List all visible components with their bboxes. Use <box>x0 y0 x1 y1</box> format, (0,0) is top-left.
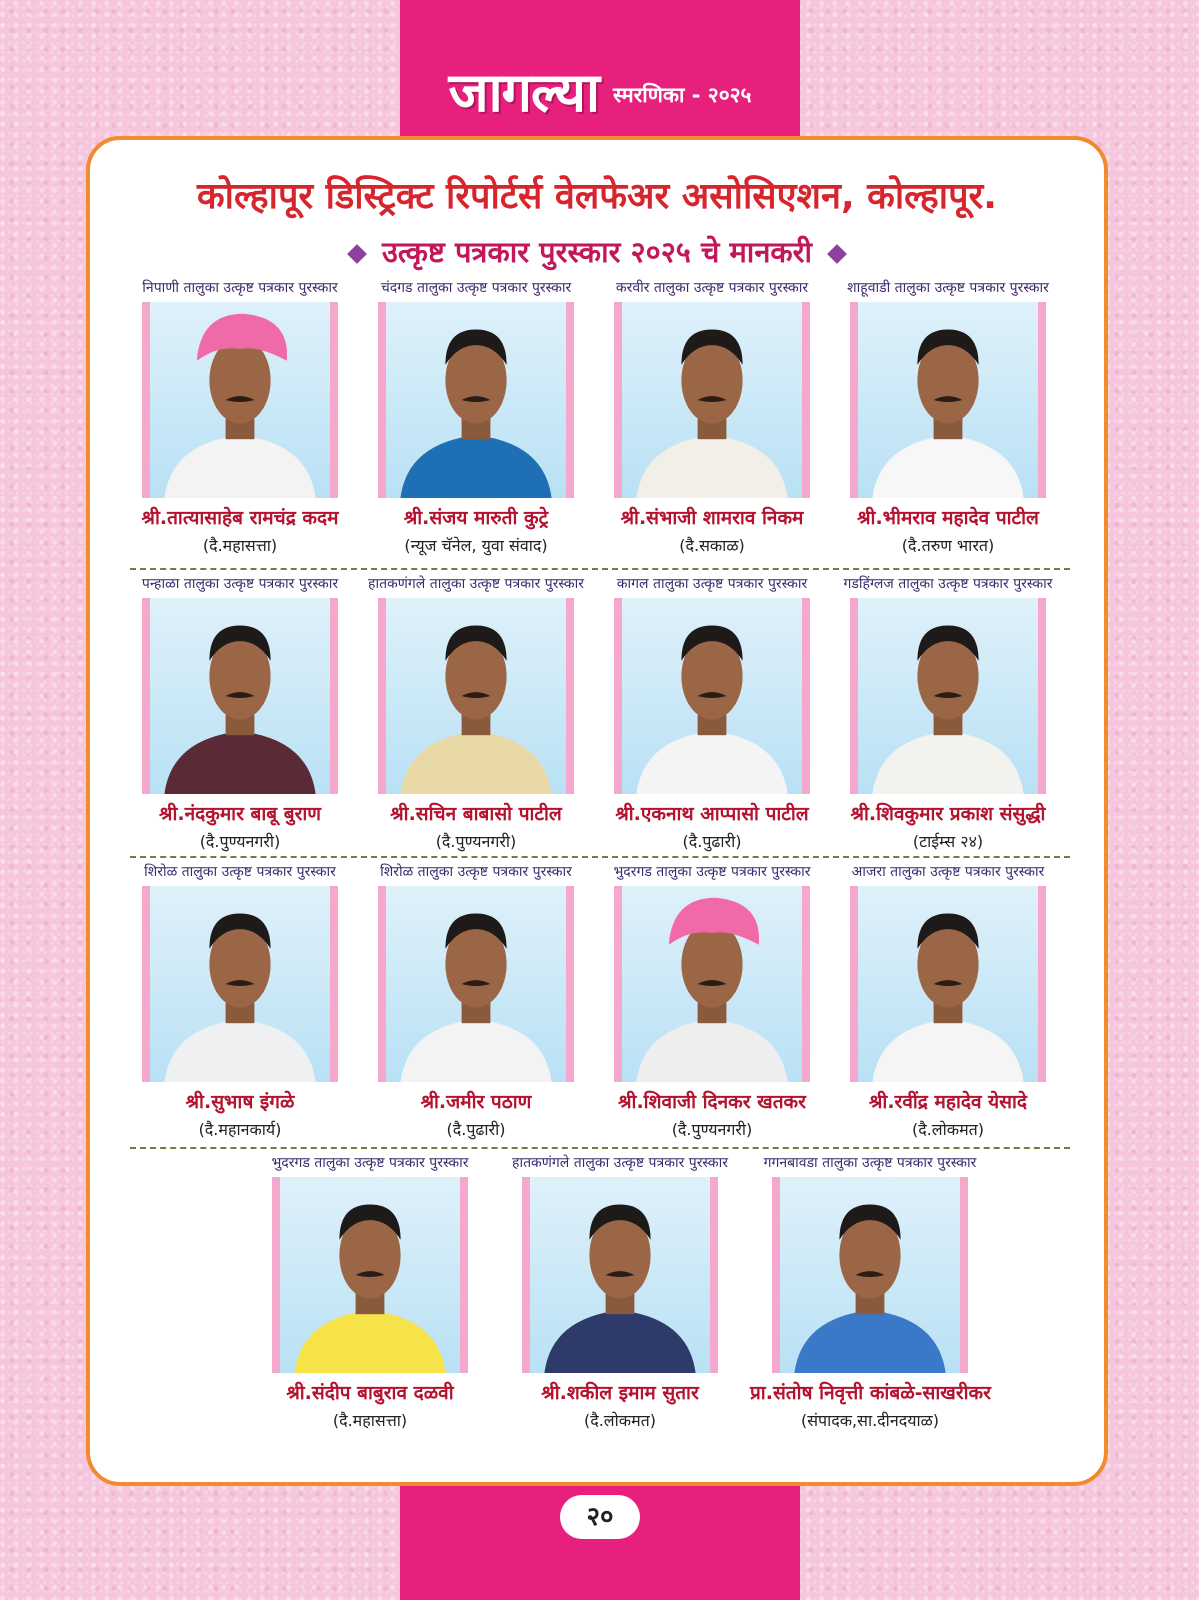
person-silhouette-icon <box>622 886 802 1082</box>
row-divider <box>130 1147 1070 1149</box>
awardee-name: श्री.शिवाजी दिनकर खतकर <box>618 1091 806 1113</box>
portrait-photo <box>614 302 810 498</box>
newspaper-affiliation: (दै.पुढारी) <box>682 832 742 851</box>
shirt-shape <box>794 1310 945 1373</box>
awardee-name: श्री.भीमराव महादेव पाटील <box>857 507 1039 529</box>
person-silhouette-icon <box>780 1177 960 1373</box>
portrait-photo <box>142 598 338 794</box>
awardee-name: श्री.सचिन बाबासो पाटील <box>390 803 562 825</box>
award-category: गडहिंग्लज तालुका उत्कृष्ट पत्रकार पुरस्कार <box>843 576 1053 592</box>
shirt-shape <box>400 1019 551 1082</box>
award-category: शिरोळ तालुका उत्कृष्ट पत्रकार पुरस्कार <box>144 864 336 880</box>
awardee-name: श्री.संदीप बाबुराव दळवी <box>286 1382 454 1404</box>
portrait-photo <box>850 598 1046 794</box>
logo: जागल्या <box>448 60 599 124</box>
newspaper-affiliation: (दै.सकाळ) <box>679 536 745 555</box>
souvenir-subtitle: स्मरणिका - २०२५ <box>612 83 752 107</box>
award-category: हातकणंगले तालुका उत्कृष्ट पत्रकार पुरस्कार <box>368 576 584 592</box>
portrait-photo <box>378 302 574 498</box>
row-divider <box>130 856 1070 858</box>
award-category: करवीर तालुका उत्कृष्ट पत्रकार पुरस्कार <box>615 280 809 296</box>
shirt-shape <box>636 1019 787 1082</box>
awardee-name: श्री.संभाजी शामराव निकम <box>620 507 804 529</box>
award-category: आजरा तालुका उत्कृष्ट पत्रकार पुरस्कार <box>851 864 1045 880</box>
award-category: शिरोळ तालुका उत्कृष्ट पत्रकार पुरस्कार <box>380 864 572 880</box>
shirt-shape <box>400 731 551 794</box>
diamond-icon <box>827 244 847 264</box>
awardee-name: श्री.शिवकुमार प्रकाश संसुद्धी <box>850 803 1046 825</box>
newspaper-affiliation: (टाईम्स २४) <box>912 832 984 851</box>
awardee-card <box>120 574 360 864</box>
awardee-card <box>828 574 1068 864</box>
shirt-shape <box>872 435 1023 498</box>
awardee-card <box>592 278 832 568</box>
newspaper-affiliation: (दै.महासत्ता) <box>202 536 278 555</box>
awardee-row <box>120 278 1080 568</box>
person-silhouette-icon <box>858 598 1038 794</box>
shirt-shape <box>636 435 787 498</box>
person-silhouette-icon <box>858 886 1038 1082</box>
award-category: गगनबावडा तालुका उत्कृष्ट पत्रकार पुरस्कार <box>763 1155 977 1171</box>
awardee-card <box>250 1153 490 1443</box>
awardee-row <box>120 1153 1080 1443</box>
awardee-name: श्री.रवींद्र महादेव येसादे <box>868 1091 1028 1113</box>
person-silhouette-icon <box>622 598 802 794</box>
award-category: भुदरगड तालुका उत्कृष्ट पत्रकार पुरस्कार <box>271 1155 469 1171</box>
awardee-card <box>500 1153 740 1443</box>
awardee-card <box>828 862 1068 1152</box>
portrait-photo <box>272 1177 468 1373</box>
award-category: कागल तालुका उत्कृष्ट पत्रकार पुरस्कार <box>616 576 808 592</box>
portrait-photo <box>850 302 1046 498</box>
award-category: हातकणंगले तालुका उत्कृष्ट पत्रकार पुरस्कार <box>512 1155 728 1171</box>
awardee-card <box>120 278 360 568</box>
page-number: २० <box>560 1495 640 1539</box>
association-title: कोल्हापूर डिस्ट्रिक्ट रिपोर्टर्स वेलफेअर असोसिएशन, कोल्हापूर. <box>197 176 997 217</box>
portrait-photo <box>614 598 810 794</box>
awardee-name: श्री.शकील इमाम सुतार <box>541 1382 699 1404</box>
portrait-photo <box>142 886 338 1082</box>
awardee-name: श्री.सुभाष इंगळे <box>185 1091 295 1113</box>
awardee-name: श्री.नंदकुमार बाबू बुराण <box>159 803 321 825</box>
shirt-shape <box>164 1019 315 1082</box>
newspaper-affiliation: (दै.तरुण भारत) <box>901 536 995 555</box>
portrait-photo <box>378 598 574 794</box>
shirt-shape <box>164 435 315 498</box>
portrait-photo <box>614 886 810 1082</box>
awardee-name: श्री.जमीर पठाण <box>420 1091 532 1113</box>
portrait-photo <box>522 1177 718 1373</box>
portrait-photo <box>378 886 574 1082</box>
awardee-card <box>120 862 360 1152</box>
newspaper-affiliation: (दै.लोकमत) <box>911 1120 985 1139</box>
awardee-name: प्रा.संतोष निवृत्ती कांबळे-साखरीकर <box>750 1382 991 1404</box>
award-category: शाहूवाडी तालुका उत्कृष्ट पत्रकार पुरस्कार <box>847 280 1049 296</box>
person-silhouette-icon <box>530 1177 710 1373</box>
awardee-row <box>120 862 1080 1152</box>
awardee-card <box>592 862 832 1152</box>
shirt-shape <box>872 1019 1023 1082</box>
award-subheading-text: उत्कृष्ट पत्रकार पुरस्कार २०२५ चे मानकरी <box>381 235 813 269</box>
newspaper-affiliation: (दै.महासत्ता) <box>332 1411 408 1430</box>
newspaper-affiliation: (दै.पुण्यनगरी) <box>435 832 517 851</box>
shirt-shape <box>294 1310 445 1373</box>
header <box>400 40 800 140</box>
newspaper-affiliation: (दै.पुढारी) <box>446 1120 506 1139</box>
awardee-name: श्री.संजय मारुती कुट्रे <box>403 507 549 529</box>
newspaper-affiliation: (दै.महानकार्य) <box>198 1120 282 1139</box>
portrait-photo <box>142 302 338 498</box>
face-shape <box>209 337 270 423</box>
shirt-shape <box>636 731 787 794</box>
person-silhouette-icon <box>280 1177 460 1373</box>
newspaper-affiliation: (न्यूज चॅनेल, युवा संवाद) <box>404 536 548 555</box>
award-card <box>86 136 1108 1486</box>
shirt-shape <box>544 1310 695 1373</box>
shirt-shape <box>400 435 551 498</box>
person-silhouette-icon <box>150 886 330 1082</box>
award-category: पन्हाळा तालुका उत्कृष्ट पत्रकार पुरस्कार <box>141 576 339 592</box>
awardee-card <box>356 278 596 568</box>
award-category: निपाणी तालुका उत्कृष्ट पत्रकार पुरस्कार <box>142 280 338 296</box>
awardee-card <box>592 574 832 864</box>
portrait-photo <box>850 886 1046 1082</box>
newspaper-affiliation: (दै.पुण्यनगरी) <box>671 1120 753 1139</box>
awardee-name: श्री.तात्यासाहेब रामचंद्र कदम <box>141 507 339 529</box>
awardee-card <box>356 574 596 864</box>
face-shape <box>681 921 742 1007</box>
awardee-card <box>750 1153 990 1443</box>
award-subheading <box>90 232 1104 271</box>
awardee-card <box>828 278 1068 568</box>
shirt-shape <box>872 731 1023 794</box>
awardee-card <box>356 862 596 1152</box>
award-category: चंदगड तालुका उत्कृष्ट पत्रकार पुरस्कार <box>380 280 572 296</box>
awardee-name: श्री.एकनाथ आप्पासो पाटील <box>615 803 809 825</box>
awardee-row <box>120 574 1080 864</box>
newspaper-affiliation: (दै.लोकमत) <box>583 1411 657 1430</box>
award-category: भुदरगड तालुका उत्कृष्ट पत्रकार पुरस्कार <box>613 864 811 880</box>
shirt-shape <box>164 731 315 794</box>
diamond-icon <box>347 244 367 264</box>
person-silhouette-icon <box>386 302 566 498</box>
person-silhouette-icon <box>858 302 1038 498</box>
person-silhouette-icon <box>386 886 566 1082</box>
person-silhouette-icon <box>386 598 566 794</box>
portrait-photo <box>772 1177 968 1373</box>
person-silhouette-icon <box>150 302 330 498</box>
person-silhouette-icon <box>622 302 802 498</box>
newspaper-affiliation: (दै.पुण्यनगरी) <box>199 832 281 851</box>
person-silhouette-icon <box>150 598 330 794</box>
row-divider <box>130 568 1070 570</box>
newspaper-affiliation: (संपादक,सा.दीनदयाळ) <box>800 1411 940 1430</box>
